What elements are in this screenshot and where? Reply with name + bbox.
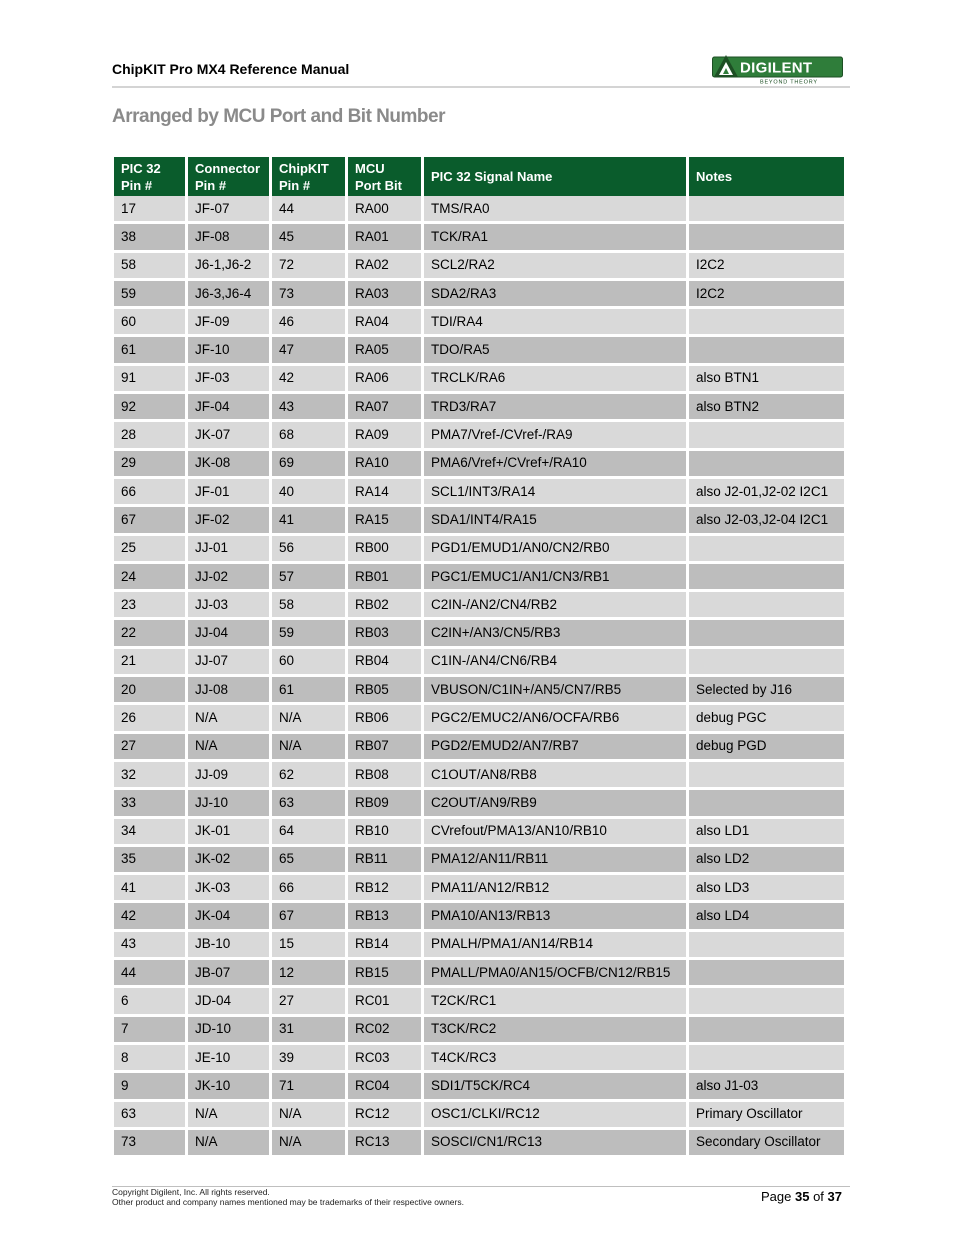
table-cell: N/A (188, 1130, 269, 1158)
table-cell: 68 (272, 422, 345, 450)
table-cell: JD-04 (188, 988, 269, 1016)
table-cell: 42 (272, 366, 345, 394)
table-row (114, 620, 844, 648)
table-row (114, 253, 844, 281)
table-cell: RC02 (348, 1017, 421, 1045)
table-cell (689, 592, 844, 620)
table-cell: Selected by J16 (689, 677, 844, 705)
table-cell (689, 196, 844, 224)
table-row (114, 224, 844, 252)
column-header: PIC 32 Pin # (114, 157, 185, 196)
table-row (114, 366, 844, 394)
table-cell: RC04 (348, 1073, 421, 1101)
table-row (114, 932, 844, 960)
table-cell: N/A (188, 734, 269, 762)
table-cell: 32 (114, 762, 185, 790)
table-cell (689, 762, 844, 790)
table-cell: CVrefout/PMA13/AN10/RB10 (424, 819, 686, 847)
table-cell: C2IN+/AN3/CN5/RB3 (424, 620, 686, 648)
table-row (114, 422, 844, 450)
table-cell: Primary Oscillator (689, 1102, 844, 1130)
table-row (114, 337, 844, 365)
table-cell: N/A (272, 734, 345, 762)
copyright-line: Copyright Digilent, Inc. All rights reserved. (112, 1187, 270, 1197)
table-row (114, 1102, 844, 1130)
total-pages: 37 (827, 1189, 842, 1204)
table-cell (689, 1017, 844, 1045)
table-cell: I2C2 (689, 281, 844, 309)
table-cell: 25 (114, 536, 185, 564)
table-cell: 38 (114, 224, 185, 252)
table-row (114, 1045, 844, 1073)
table-cell: RA05 (348, 337, 421, 365)
table-cell: 39 (272, 1045, 345, 1073)
table-cell: JB-07 (188, 960, 269, 988)
table-cell: RA01 (348, 224, 421, 252)
table-cell: debug PGC (689, 705, 844, 733)
table-cell: C1IN-/AN4/CN6/RB4 (424, 649, 686, 677)
table-cell: JJ-07 (188, 649, 269, 677)
table-body (114, 196, 844, 1158)
table-cell (689, 932, 844, 960)
header-divider (112, 86, 850, 88)
table-cell: also J2-01,J2-02 I2C1 (689, 479, 844, 507)
table-cell: 24 (114, 564, 185, 592)
table-cell: 20 (114, 677, 185, 705)
table-cell: 33 (114, 790, 185, 818)
table-row (114, 1017, 844, 1045)
table-cell: PMALH/PMA1/AN14/RB14 (424, 932, 686, 960)
table-cell: 64 (272, 819, 345, 847)
table-cell: also J2-03,J2-04 I2C1 (689, 507, 844, 535)
table-cell: 72 (272, 253, 345, 281)
table-cell: JJ-01 (188, 536, 269, 564)
table-cell: T2CK/RC1 (424, 988, 686, 1016)
table-row (114, 1130, 844, 1158)
table-cell: RC01 (348, 988, 421, 1016)
column-header: Notes (689, 157, 844, 196)
table-cell: PMA7/Vref-/CVref-/RA9 (424, 422, 686, 450)
table-cell: PGC1/EMUC1/AN1/CN3/RB1 (424, 564, 686, 592)
table-cell: TMS/RA0 (424, 196, 686, 224)
table-cell: 12 (272, 960, 345, 988)
table-cell: RA00 (348, 196, 421, 224)
table-cell: 21 (114, 649, 185, 677)
table-cell: also LD4 (689, 903, 844, 931)
table-cell: RA10 (348, 451, 421, 479)
table-cell: TRD3/RA7 (424, 394, 686, 422)
table-cell: 15 (272, 932, 345, 960)
table-cell: JB-10 (188, 932, 269, 960)
copyright-notice (112, 1187, 464, 1207)
table-cell (689, 1045, 844, 1073)
table-cell: SDI1/T5CK/RC4 (424, 1073, 686, 1101)
table-cell: RA15 (348, 507, 421, 535)
table-cell: N/A (272, 1130, 345, 1158)
table-cell: 65 (272, 847, 345, 875)
table-cell: 62 (272, 762, 345, 790)
table-cell: Secondary Oscillator (689, 1130, 844, 1158)
table-cell: RC13 (348, 1130, 421, 1158)
table-row (114, 677, 844, 705)
table-cell: 43 (272, 394, 345, 422)
table-cell: RB07 (348, 734, 421, 762)
column-header: PIC 32 Signal Name (424, 157, 686, 196)
table-cell: PMALL/PMA0/AN15/OCFB/CN12/RB15 (424, 960, 686, 988)
table-cell: RB13 (348, 903, 421, 931)
table-cell: RB02 (348, 592, 421, 620)
table-cell: JF-08 (188, 224, 269, 252)
table-cell: SOSCI/CN1/RC13 (424, 1130, 686, 1158)
table-cell: JF-10 (188, 337, 269, 365)
table-cell: 22 (114, 620, 185, 648)
table-cell: 44 (272, 196, 345, 224)
table-row (114, 1073, 844, 1101)
table-cell: JF-07 (188, 196, 269, 224)
table-cell: RB09 (348, 790, 421, 818)
table-cell: 31 (272, 1017, 345, 1045)
table-cell: 91 (114, 366, 185, 394)
table-cell: JF-03 (188, 366, 269, 394)
table-cell: 23 (114, 592, 185, 620)
table-cell: 9 (114, 1073, 185, 1101)
table-cell: 73 (114, 1130, 185, 1158)
table-cell: 60 (272, 649, 345, 677)
table-row (114, 507, 844, 535)
table-cell: 63 (114, 1102, 185, 1130)
table-cell: 60 (114, 309, 185, 337)
table-cell: SDA1/INT4/RA15 (424, 507, 686, 535)
table-row (114, 281, 844, 309)
table-cell: 73 (272, 281, 345, 309)
table-row (114, 536, 844, 564)
table-cell: JF-09 (188, 309, 269, 337)
table-cell: 61 (114, 337, 185, 365)
table-cell: TRCLK/RA6 (424, 366, 686, 394)
table-cell: 66 (114, 479, 185, 507)
table-cell: 46 (272, 309, 345, 337)
table-cell: RA03 (348, 281, 421, 309)
table-cell (689, 451, 844, 479)
table-cell: N/A (188, 705, 269, 733)
table-row (114, 988, 844, 1016)
digilent-logo (712, 55, 843, 85)
table-cell: 41 (272, 507, 345, 535)
table-cell: 7 (114, 1017, 185, 1045)
table-cell: N/A (272, 705, 345, 733)
table-cell: 58 (272, 592, 345, 620)
table-cell: also LD2 (689, 847, 844, 875)
table-cell: JD-10 (188, 1017, 269, 1045)
table-cell: T4CK/RC3 (424, 1045, 686, 1073)
trademark-line: Other product and company names mentioned may be trademarks of their respective owners. (112, 1197, 464, 1207)
page-number: Page 35 of 37 (761, 1189, 842, 1204)
table-cell: 66 (272, 875, 345, 903)
table-cell (689, 422, 844, 450)
table-cell: J6-3,J6-4 (188, 281, 269, 309)
table-cell: 42 (114, 903, 185, 931)
table-row (114, 705, 844, 733)
table-cell: RB06 (348, 705, 421, 733)
table-cell: 71 (272, 1073, 345, 1101)
table-cell: RB00 (348, 536, 421, 564)
table-cell: JK-04 (188, 903, 269, 931)
table-cell: JJ-08 (188, 677, 269, 705)
table-cell: RC12 (348, 1102, 421, 1130)
table-row (114, 960, 844, 988)
table-cell: C1OUT/AN8/RB8 (424, 762, 686, 790)
column-header: ChipKIT Pin # (272, 157, 345, 196)
table-cell: 8 (114, 1045, 185, 1073)
table-cell: I2C2 (689, 253, 844, 281)
table-cell: RB01 (348, 564, 421, 592)
table-cell: RB03 (348, 620, 421, 648)
table-row (114, 790, 844, 818)
table-cell: N/A (188, 1102, 269, 1130)
table-cell: SCL1/INT3/RA14 (424, 479, 686, 507)
table-row (114, 309, 844, 337)
table-cell: 43 (114, 932, 185, 960)
table-cell: JK-08 (188, 451, 269, 479)
table-cell: JK-10 (188, 1073, 269, 1101)
table-cell: RA04 (348, 309, 421, 337)
table-row (114, 564, 844, 592)
current-page: 35 (794, 1189, 810, 1204)
table-cell: PMA11/AN12/RB12 (424, 875, 686, 903)
logo-tagline: BEYOND THEORY (760, 79, 818, 85)
table-cell: N/A (272, 1102, 345, 1130)
table-row (114, 847, 844, 875)
table-cell: JK-01 (188, 819, 269, 847)
table-row (114, 875, 844, 903)
table-cell: 28 (114, 422, 185, 450)
table-cell: 57 (272, 564, 345, 592)
table-cell: RB11 (348, 847, 421, 875)
table-cell: JJ-09 (188, 762, 269, 790)
table-row (114, 819, 844, 847)
table-cell: 6 (114, 988, 185, 1016)
table-cell: 59 (272, 620, 345, 648)
table-cell: RB14 (348, 932, 421, 960)
table-cell: 17 (114, 196, 185, 224)
table-cell: 34 (114, 819, 185, 847)
pin-table (111, 157, 847, 1158)
table-cell: PGD1/EMUD1/AN0/CN2/RB0 (424, 536, 686, 564)
column-header: MCU Port Bit (348, 157, 421, 196)
table-cell: PMA6/Vref+/CVref+/RA10 (424, 451, 686, 479)
table-cell (689, 536, 844, 564)
table-cell: J6-1,J6-2 (188, 253, 269, 281)
table-row (114, 734, 844, 762)
table-row (114, 649, 844, 677)
table-cell: JF-04 (188, 394, 269, 422)
table-cell (689, 309, 844, 337)
table-cell: 35 (114, 847, 185, 875)
table-cell (689, 564, 844, 592)
table-cell: debug PGD (689, 734, 844, 762)
table-cell: RB15 (348, 960, 421, 988)
table-cell: OSC1/CLKI/RC12 (424, 1102, 686, 1130)
table-cell (689, 620, 844, 648)
table-cell: RA09 (348, 422, 421, 450)
table-cell: PGC2/EMUC2/AN6/OCFA/RB6 (424, 705, 686, 733)
table-cell: 92 (114, 394, 185, 422)
table-row (114, 196, 844, 224)
table-cell: 26 (114, 705, 185, 733)
table-header-row (114, 157, 844, 196)
table-row (114, 903, 844, 931)
table-cell: RA02 (348, 253, 421, 281)
table-row (114, 394, 844, 422)
table-cell: JJ-03 (188, 592, 269, 620)
table-cell: JK-02 (188, 847, 269, 875)
table-cell: RB10 (348, 819, 421, 847)
table-cell: also LD1 (689, 819, 844, 847)
table-cell: RB12 (348, 875, 421, 903)
table-cell (689, 224, 844, 252)
table-cell: 63 (272, 790, 345, 818)
table-cell: PMA12/AN11/RB11 (424, 847, 686, 875)
table-cell: TCK/RA1 (424, 224, 686, 252)
table-cell: TDO/RA5 (424, 337, 686, 365)
table-cell (689, 988, 844, 1016)
table-cell: RB08 (348, 762, 421, 790)
table-cell: JE-10 (188, 1045, 269, 1073)
table-cell: 27 (272, 988, 345, 1016)
table-cell: JK-07 (188, 422, 269, 450)
table-cell: 58 (114, 253, 185, 281)
table-cell: T3CK/RC2 (424, 1017, 686, 1045)
table-cell: 59 (114, 281, 185, 309)
table-cell: RC03 (348, 1045, 421, 1073)
column-header: Connector Pin # (188, 157, 269, 196)
table-cell: 61 (272, 677, 345, 705)
table-cell: JJ-02 (188, 564, 269, 592)
table-cell: PGD2/EMUD2/AN7/RB7 (424, 734, 686, 762)
table-cell: C2IN-/AN2/CN4/RB2 (424, 592, 686, 620)
table-cell (689, 337, 844, 365)
table-cell: PMA10/AN13/RB13 (424, 903, 686, 931)
table-cell: 27 (114, 734, 185, 762)
table-cell: SDA2/RA3 (424, 281, 686, 309)
table-cell: 45 (272, 224, 345, 252)
table-cell (689, 790, 844, 818)
table-cell: RB05 (348, 677, 421, 705)
table-cell: also J1-03 (689, 1073, 844, 1101)
table-cell: TDI/RA4 (424, 309, 686, 337)
table-cell (689, 649, 844, 677)
table-cell: 67 (114, 507, 185, 535)
table-cell: 40 (272, 479, 345, 507)
document-title: ChipKIT Pro MX4 Reference Manual (112, 61, 350, 77)
table-row (114, 479, 844, 507)
table-cell: 69 (272, 451, 345, 479)
table-cell: RB04 (348, 649, 421, 677)
table-cell: JF-02 (188, 507, 269, 535)
table-row (114, 592, 844, 620)
table-cell: also BTN2 (689, 394, 844, 422)
table-cell: C2OUT/AN9/RB9 (424, 790, 686, 818)
section-title: Arranged by MCU Port and Bit Number (112, 106, 445, 127)
table-cell: JK-03 (188, 875, 269, 903)
table-cell: JJ-04 (188, 620, 269, 648)
table-cell: 56 (272, 536, 345, 564)
table-cell: also LD3 (689, 875, 844, 903)
table-cell: 47 (272, 337, 345, 365)
table-cell: 41 (114, 875, 185, 903)
table-cell: RA06 (348, 366, 421, 394)
table-cell: VBUSON/C1IN+/AN5/CN7/RB5 (424, 677, 686, 705)
table-cell: 29 (114, 451, 185, 479)
table-cell: 44 (114, 960, 185, 988)
table-cell: RA07 (348, 394, 421, 422)
table-cell: JF-01 (188, 479, 269, 507)
table-cell: SCL2/RA2 (424, 253, 686, 281)
logo-wordmark: DIGILENT (740, 59, 813, 77)
table-cell: 67 (272, 903, 345, 931)
table-row (114, 762, 844, 790)
table-row (114, 451, 844, 479)
table-cell: also BTN1 (689, 366, 844, 394)
table-cell: JJ-10 (188, 790, 269, 818)
table-cell (689, 960, 844, 988)
table-cell: RA14 (348, 479, 421, 507)
